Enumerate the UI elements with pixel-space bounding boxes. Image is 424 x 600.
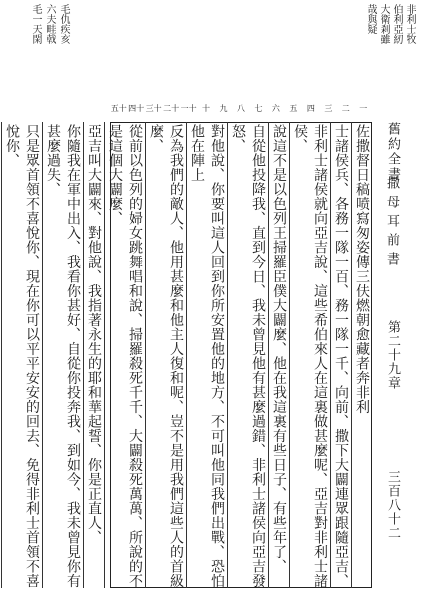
column-number-row xyxy=(110,100,372,118)
column-number: 二 xyxy=(341,104,350,113)
column-number: 四 xyxy=(306,104,315,113)
header-title: 舊約全書 xyxy=(385,122,400,182)
text-column: 亞吉叫大闢來、對他說、我指著永生的耶和華起誓、你是正直人、 xyxy=(83,122,104,588)
left-note: 六夫畦戟 xyxy=(44,4,55,44)
header-chapter: 第二十九章 xyxy=(385,320,400,390)
text-column: 對他說、你要叫這人回到你所安置他的地方、不可叫他同我們出戰、恐怕他在陣上 xyxy=(186,122,227,588)
column-number: 十 xyxy=(202,104,211,113)
left-note: 毛一天閑 xyxy=(30,4,41,44)
column-number: 八 xyxy=(236,104,245,113)
column-number: 六 xyxy=(271,104,280,113)
top-note: 非利士牧 xyxy=(404,4,415,44)
header-book: 撒母耳前書 xyxy=(384,176,399,271)
column-number: 三十 xyxy=(145,104,162,113)
column-number: 七 xyxy=(254,104,263,113)
text-column: 非利士諸侯就向亞吉說、這些希伯來人在這裏做甚麼呢、亞吉對非利士諸侯、 xyxy=(289,122,330,588)
column-number: 五十 xyxy=(110,104,127,113)
column-number: 一 xyxy=(359,104,368,113)
left-note: 毛仇疾亥 xyxy=(58,4,69,44)
column-number: 二十 xyxy=(163,104,180,113)
text-column: 從前以色列的婦女跳舞唱和說、掃羅殺死千千、大闢殺死萬萬、所說的不是這個大闢麼、 xyxy=(104,122,145,588)
top-note: 大衛剎雖 xyxy=(378,4,389,44)
column-number: 九 xyxy=(219,104,228,113)
column-number: 四十 xyxy=(128,104,145,113)
text-column: 佐撒督日稿喷寫匆姿傳三伕燃朝愈藏者奔非利 xyxy=(351,122,372,588)
text-columns xyxy=(4,122,372,588)
text-column: 士諸侯兵、各務一隊一百、務一隊一千、向前、撒下大闢連眾跟隨亞吉、 xyxy=(330,122,351,588)
text-column: 說這不是以色列王掃羅臣僕大闢麼、他在我這裏有些日子、有些年了、 xyxy=(268,122,289,588)
text-column: 你隨我在軍中出入、我看你甚好、自從你投奔我、到如今、我未曾見你有甚麼過失、 xyxy=(42,122,83,588)
text-column: 只是眾首領不喜悅你、現在你可以平平安安的回去、免得非利士首領不喜悅你、 xyxy=(1,122,42,588)
top-note: 哉與疑 xyxy=(365,4,376,34)
text-column: 反為我們的敵人、他用甚麼和他主人復和呢、豈不是用我們這些人的首級麼、 xyxy=(145,122,186,588)
header-page-number: 三百八十二 xyxy=(385,470,400,540)
column-number: 三 xyxy=(324,104,333,113)
column-number: 五 xyxy=(289,104,298,113)
text-column: 自從他投降我、直到今日、我未曾見他有甚麼過錯、非利士諸侯向亞吉發怒、 xyxy=(227,122,268,588)
column-number: 一十 xyxy=(180,104,197,113)
top-note: 伯利亞紉 xyxy=(391,4,402,44)
